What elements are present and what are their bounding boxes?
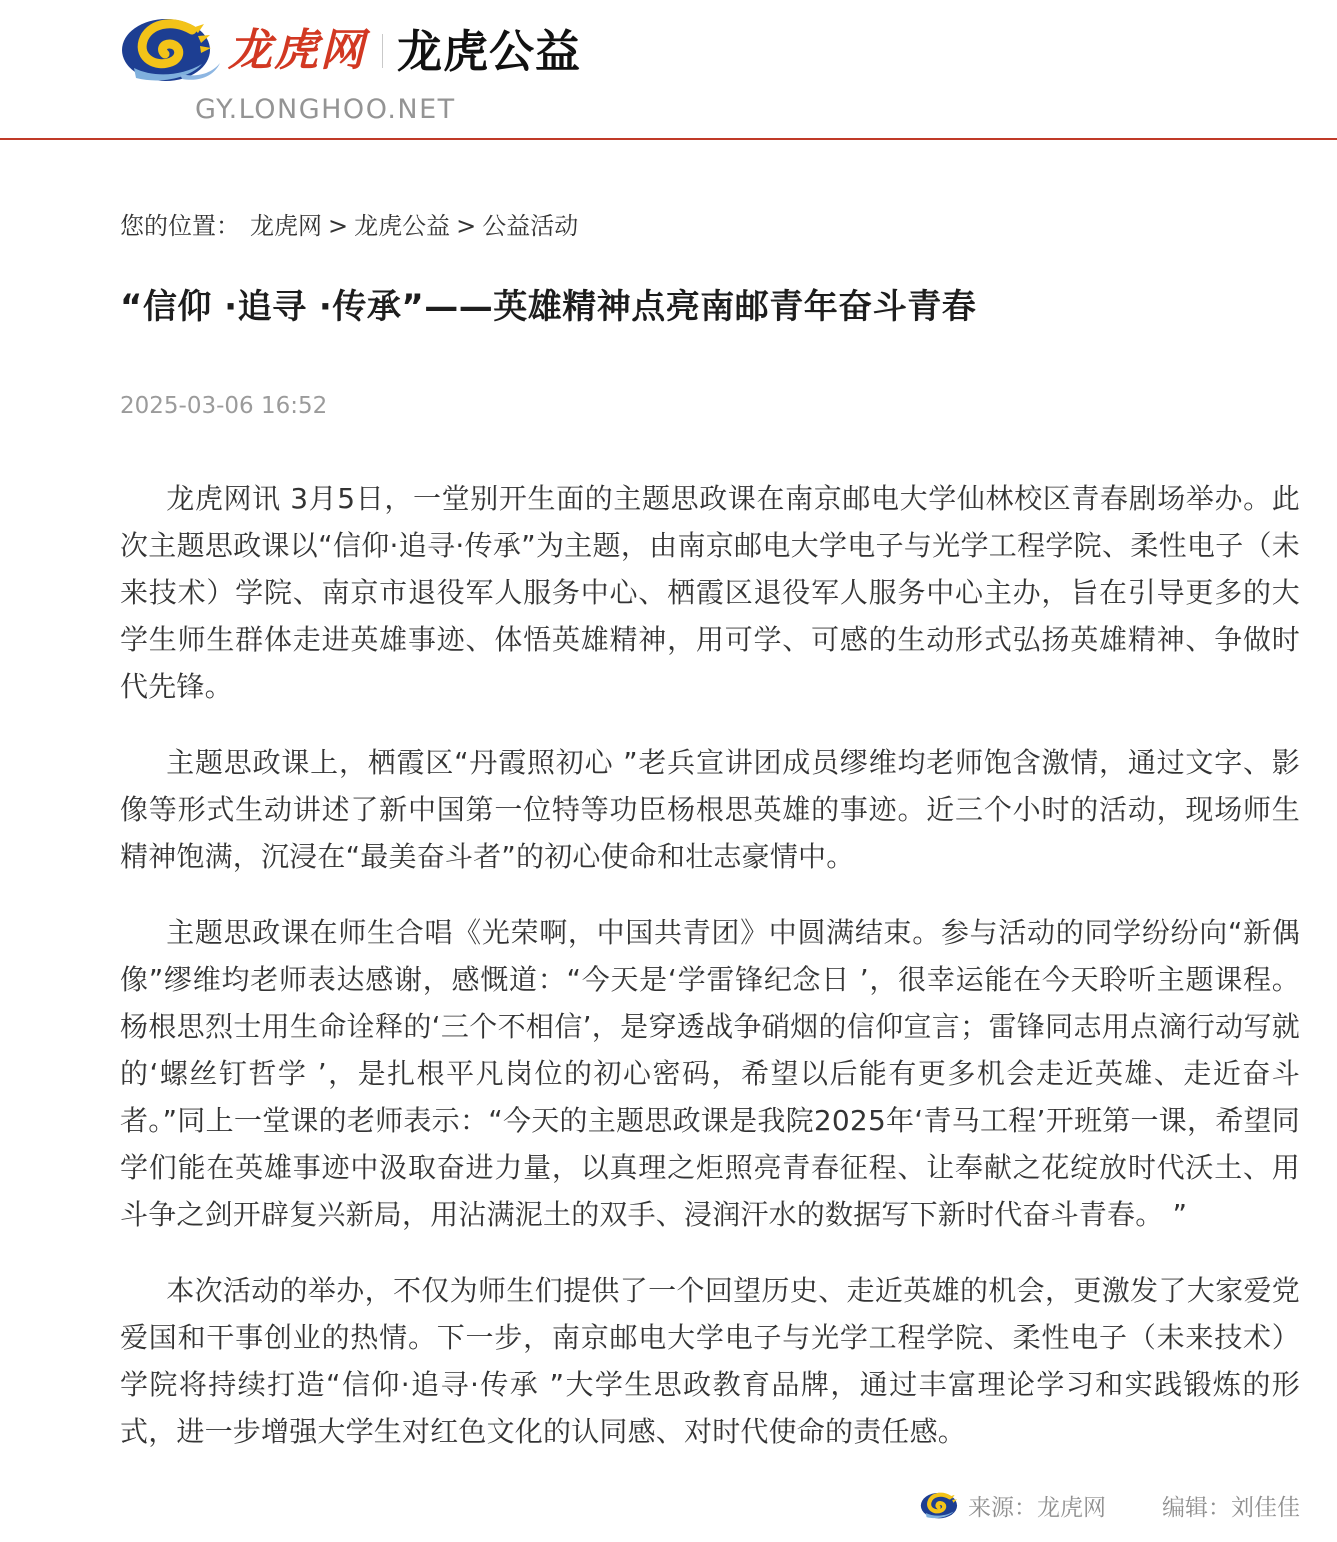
article-publish-date: 2025-03-06 16:52 <box>120 393 328 420</box>
longhoo-dragon-logo-icon <box>120 16 222 86</box>
masthead[interactable] <box>120 16 1337 86</box>
article-title: “信仰 ·追寻 ·传承”——英雄精神点亮南邮青年奋斗青春 <box>120 287 977 327</box>
page-header <box>0 0 1337 125</box>
editor-row <box>1162 1489 1300 1522</box>
source-value: 龙虎网 <box>1037 1495 1106 1522</box>
article-paragraph: 本次活动的举办，不仅为师生们提供了一个回望历史、走近英雄的机会，更激发了大家爱党爱国和干事创业的热情。下一步，南京邮电大学电子与光学工程学院、柔性电子（未来技术）学院将持续打造“信仰·追寻·传承 ”大学生思政教育品牌，通过丰富理论学习和实践锻炼的形式，进一步增强大学生对红色文化的认同感、对时代使命的责任感。 <box>120 1274 1300 1449</box>
section-name-text: 龙虎公益 <box>397 24 582 78</box>
editor-value: 刘佳佳 <box>1231 1495 1300 1522</box>
article-paragraph: 主题思政课上，栖霞区“丹霞照初心 ”老兵宣讲团成员缪维均老师饱含激情，通过文字、影像等形式生动讲述了新中国第一位特等功臣杨根思英雄的事迹。近三个小时的活动，现场师生精神饱满，沉浸在“最美奋斗者”的初心使命和壮志豪情中。 <box>120 746 1300 874</box>
article-paragraph: 主题思政课在师生合唱《光荣啊，中国共青团》中圆满结束。参与活动的同学纷纷向“新偶像”缪维均老师表达感谢，感慨道：“今天是‘学雷锋纪念日 ’，很幸运能在今天聆听主题课程。杨根思烈士用生命诠释的‘三个不相信’，是穿透战争硝烟的信仰宣言；雷锋同志用点滴行动写就的‘螺丝钉哲学 ’，是扎根平凡岗位的初心密码，希望以后能有更多机会走近英雄、走近奋斗者。”同上一堂课的老师表示：“今天的主题思政课是我院2025年‘青马工程’开班第一课，希望同学们能在英雄事迹中汲取奋进力量，以真理之炬照亮青春征程、让奉献之花绽放时代沃土、用斗争之剑开辟复兴新局，用沾满泥土的双手、浸润汗水的数据写下新时代奋斗青春。 ” <box>120 916 1300 1232</box>
breadcrumb-label: 您的位置： <box>120 212 240 240</box>
breadcrumb <box>120 206 1300 241</box>
breadcrumb-item-home[interactable]: 龙虎网 <box>250 212 322 240</box>
breadcrumb-separator: > <box>328 212 349 240</box>
site-domain-text: GY.LONGHOO.NET <box>195 94 456 125</box>
editor-label: 编辑： <box>1162 1495 1231 1522</box>
source-row <box>968 1489 1106 1522</box>
logo-divider <box>382 34 383 68</box>
article-paragraph: 龙虎网讯 3月5日，一堂别开生面的主题思政课在南京邮电大学仙林校区青春剧场举办。此次主题思政课以“信仰·追寻·传承”为主题，由南京邮电大学电子与光学工程学院、柔性电子（未来技术）学院、南京市退役军人服务中心、栖霞区退役军人服务中心主办，旨在引导更多的大学生师生群体走进英雄事迹、体悟英雄精神，用可学、可感的生动形式弘扬英雄精神、争做时代先锋。 <box>120 482 1300 704</box>
breadcrumb-separator: > <box>456 212 477 240</box>
article-body <box>120 475 1300 1455</box>
source-label: 来源： <box>968 1495 1037 1522</box>
breadcrumb-item-section[interactable]: 龙虎公益 <box>354 212 451 240</box>
article-footer <box>120 1489 1300 1522</box>
header-divider-line <box>0 138 1337 140</box>
site-name-logo-text: 龙虎网 <box>228 25 366 76</box>
footer-dragon-logo-icon <box>920 1491 962 1521</box>
breadcrumb-item-category[interactable]: 公益活动 <box>482 212 579 240</box>
article-page <box>120 206 1300 1522</box>
